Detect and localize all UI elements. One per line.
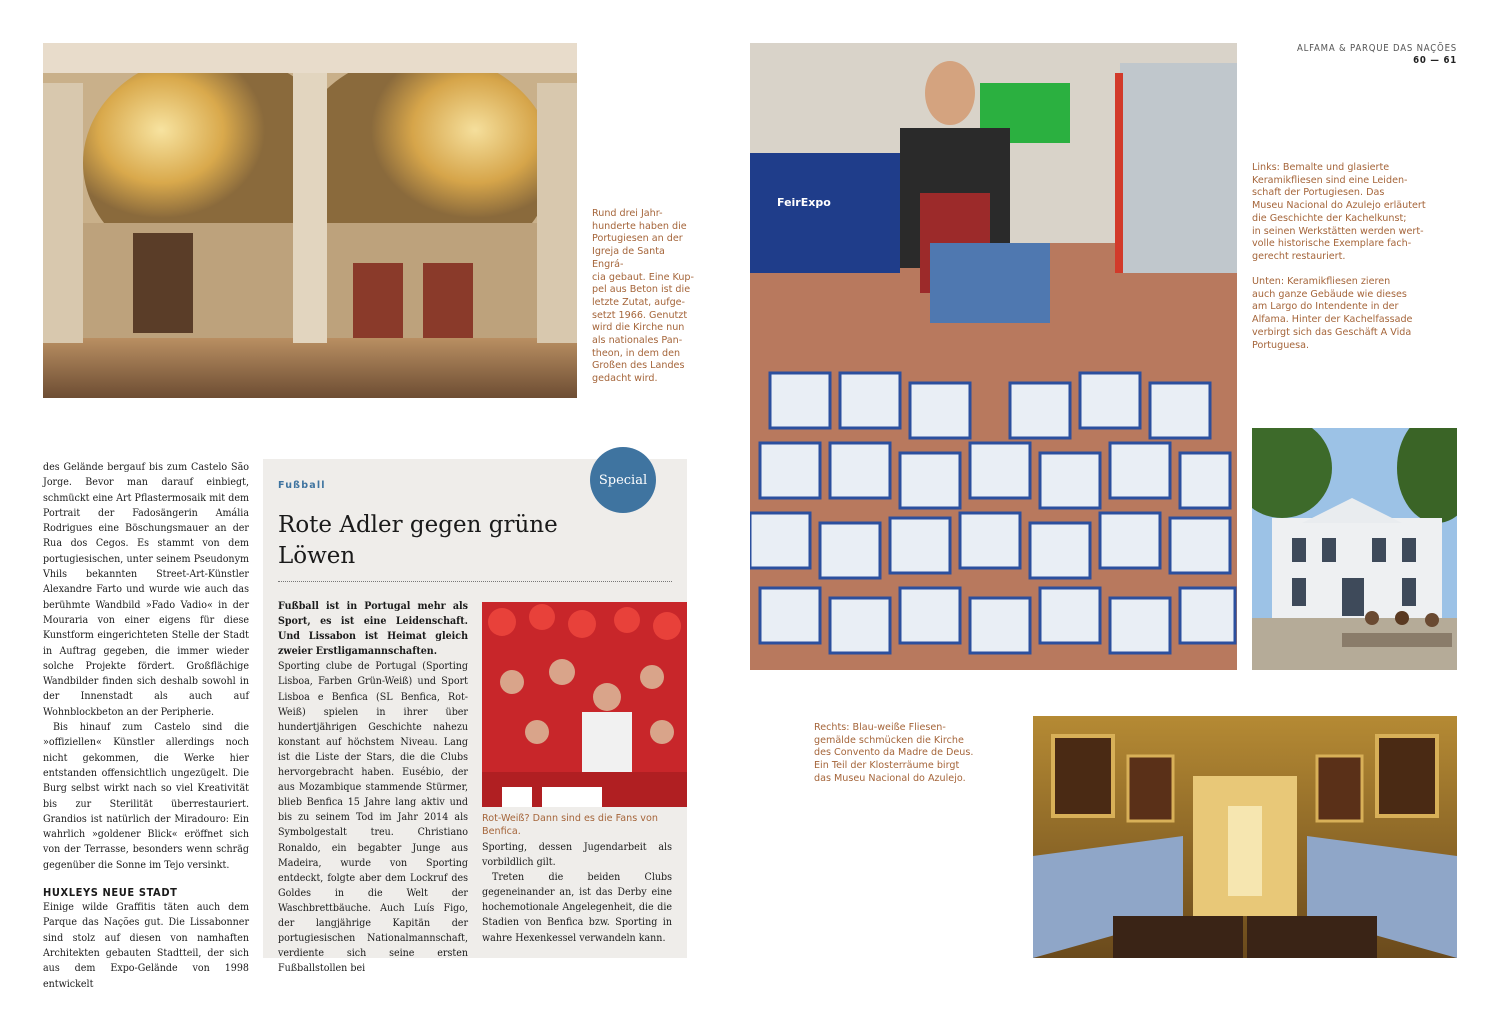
special-title: Rote Adler gegen grüne Löwen	[278, 512, 558, 569]
special-badge: Special	[590, 447, 656, 513]
tiled-building-photo	[1252, 428, 1457, 670]
fans-caption: Rot-Weiß? Dann sind es die Fans von Benfica.	[482, 813, 658, 837]
special-text-left	[278, 599, 468, 976]
church-dome-caption: Rund drei Jahr- hunderte haben die Portugiesen an der Igreja de Santa Engrá- cia gebaut. Eine Kup- pel aus Beton ist die letzte Zutat, aufge- setzt 1966. Genutzt wird die Kirche nun als nationales Pan- theon, in dem den Großen des Landes gedacht wird.	[592, 208, 694, 385]
tiles-caption-links: Links: Bemalte und glasierte Keramikfliesen sind eine Leiden- schaft der Portugiesen. Das Museu Nacional do Azulejo erläutert die Geschichte der Kachelkunst; in seinen Werkstätten werden wert- volle historische Exemplare fach- gerecht restauriert.	[1252, 162, 1426, 262]
body-subheading: HUXLEYS NEUE STADT	[43, 886, 178, 900]
dotted-divider	[278, 581, 672, 582]
tiles-caption-unten: Unten: Keramikfliesen zieren auch ganze Gebäude wie dieses am Largo do Intendente in der Alfama. Hinter der Kachelfassade verbirgt sich das Geschäft A Vida Portuguesa.	[1252, 276, 1413, 351]
special-lead: Fußball ist in Portugal mehr als Sport, es ist eine Leidenschaft. Und Lissabon ist Heimat gleich zweier Erstligamannschaften.	[278, 600, 468, 658]
benfica-fans-photo	[482, 602, 687, 807]
convent-church-photo	[1033, 716, 1457, 958]
body-paragraph-1: des Gelände bergauf bis zum Castelo São Jorge. Bevor man darauf einbiegt, schmückt eine Art Pflastermosaik mit dem Portrait der Fadosängerin Amália Rodrigues eine Böschungsmauer an der Rua dos Cegos. Es stammt von dem portugiesischen, unter seinem Pseudonym Vhils bekannten Street-Art-Künstler Alexandre Farto und wurde wie auch das berühmte Wandbild »Fado Vadio« in der Mouraria von einer eigens für diese Kunstform eingerichteten Stelle der Stadt in Auftrag gegeben, die immer wieder solche Projekte fördert. Großflächige Wandbilder finden sich deshalb sowohl in der Innenstadt als auch auf Wohnblockbeton an der Peripherie.	[43, 461, 249, 718]
body-column	[43, 460, 249, 992]
body-paragraph-2: Bis hinauf zum Castelo sind die »offiziellen« Künstler allerdings noch nicht gekommen, die Werke hier entstanden offensichtlich ungezügelt. Die Burg selbst wirkt nach so viel Kreativität bis zur Sterilität überrestauriert. Grandios ist natürlich der Miradouro: Ein wahrlich »goldener Blick« eröffnet sich von der Terrasse, besonders wenn schräg gegenüber die Sonne im Tejo versinkt.	[43, 721, 249, 871]
page-numbers: 60 — 61	[1413, 55, 1457, 66]
tile-workshop-photo	[750, 43, 1237, 670]
special-text-1: Sporting clube de Portugal (Sporting Lisboa, Farben Grün-Weiß) und Sport Lisboa e Benfica (SL Benfica, Rot-Weiß) spielen in ihrer über hundertjährigen Geschichte nahezu konstant auf höchstem Niveau. Lang ist die Liste der Stars, die die Clubs hervorgebracht haben. Eusébio, der aus Mozambique stammende Stürmer, blieb Benfica 15 Jahre lang aktiv und bis zu seinem Tod im Jahr 2014 als Symbolgestalt treu. Christiano Ronaldo, ein begabter Junge aus Madeira, wurde von Sporting entdeckt, folgte aber dem Lockruf des Goldes in die Welt der Waschbrettbäuche. Auch Luís Figo, der langjährige Kapitän der portugiesischen Nationalmannschaft, verdiente sich seine ersten Fußballstollen bei	[278, 660, 468, 975]
running-head	[1297, 43, 1457, 66]
convent-caption: Rechts: Blau-weiße Fliesen- gemälde schmücken die Kirche des Convento da Madre de Deus. Ein Teil der Klosterräume birgt das Museu Nacional do Azulejo.	[814, 722, 974, 784]
special-text-2b: Treten die beiden Clubs gegeneinander an, ist das Derby eine hochemotionale Angelegenheit, die die Stadien von Benfica bzw. Sporting in wahre Hexenkessel verwandeln kann.	[482, 871, 672, 944]
church-dome-photo	[43, 43, 577, 398]
special-kicker: Fußball	[278, 480, 326, 491]
running-head-section: ALFAMA & PARQUE DAS NAÇÕES	[1296, 43, 1457, 54]
special-text-2a: Sporting, dessen Jugendarbeit als vorbildlich gilt.	[482, 841, 672, 869]
body-paragraph-3: Einige wilde Graffitis täten auch dem Parque das Nações gut. Die Lissabonner sind stolz auf diesen von namhaften Architekten gebauten Stadtteil, der sich aus dem Expo-Gelände von 1998 entwickelt	[43, 901, 249, 990]
special-text-right	[482, 840, 672, 946]
workshop-box-label: FeirExpo	[777, 196, 831, 209]
